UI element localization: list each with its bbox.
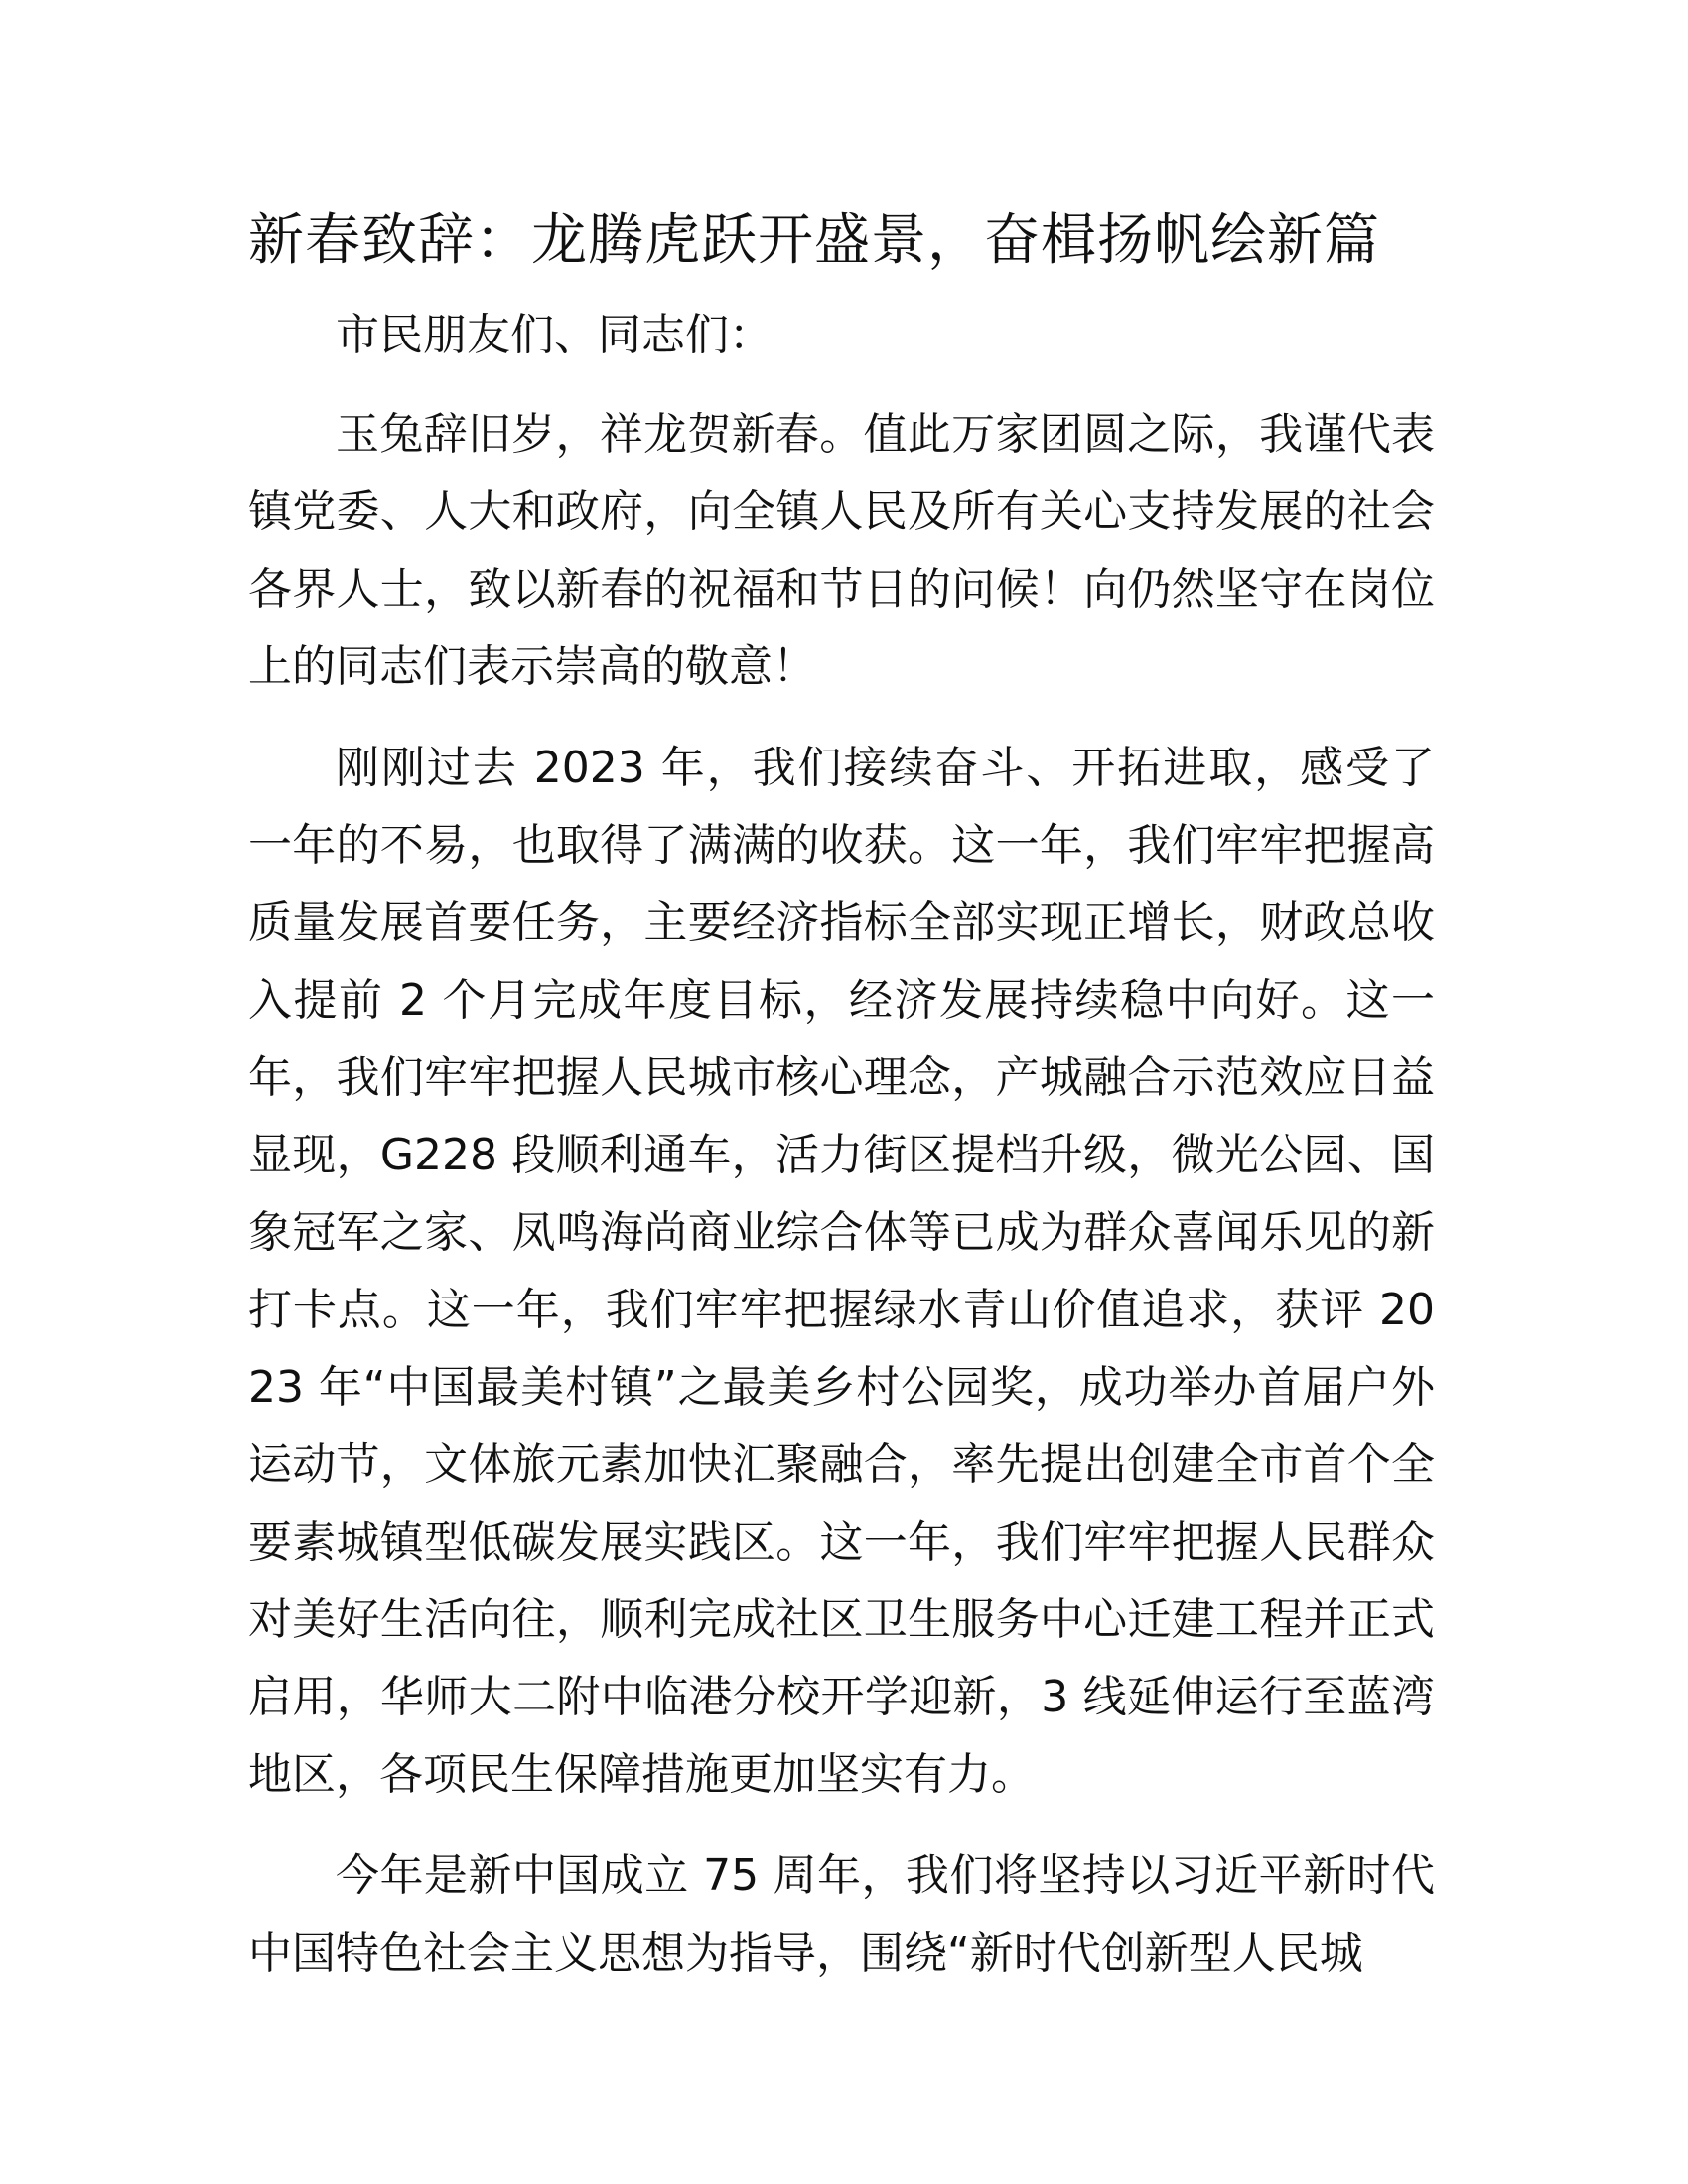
- paragraph-outlook: 今年是新中国成立 75 周年，我们将坚持以习近平新时代中国特色社会主义思想为指导，围绕“新时代创新型人民城: [248, 1850, 1435, 1979]
- salutation: 市民朋友们、同志们：: [336, 310, 773, 360]
- paragraph-greeting: 玉兔辞旧岁，祥龙贺新春。值此万家团圆之际，我谨代表镇党委、人大和政府，向全镇人民及所有关心支持发展的社会各界人士，致以新春的祝福和节日的问候！向仍然坚守在岗位上的同志们表示崇高的敬意！: [248, 409, 1435, 692]
- document-body: [248, 204, 1435, 2016]
- document-title: 新春致辞：龙腾虎跃开盛景，奋楫扬帆绘新篇: [248, 208, 1380, 273]
- paragraph-review-2023: 刚刚过去 2023 年，我们接续奋斗、开拓进取，感受了一年的不易，也取得了满满的收获。这一年，我们牢牢把握高质量发展首要任务，主要经济指标全部实现正增长，财政总收入提前 2 个月完成年度目标，经济发展持续稳中向好。这一年，我们牢牢把握人民城市核心理念，产城融合示范效应日益显现，G228 段顺利通车，活力街区提档升级，微光公园、国象冠军之家、凤鸣海尚商业综合体等已成为群众喜闻乐见的新打卡点。这一年，我们牢牢把握绿水青山价值追求，获评 2023 年“中国最美村镇”之最美乡村公园奖，成功举办首届户外运动节，文体旅元素加快汇聚融合，率先提出创建全市首个全要素城镇型低碳发展实践区。这一年，我们牢牢把握人民群众对美好生活向往，顺利完成社区卫生服务中心迁建工程并正式启用，华师大二附中临港分校开学迎新，3 线延伸运行至蓝湾地区，各项民生保障措施更加坚实有力。: [248, 743, 1435, 1800]
